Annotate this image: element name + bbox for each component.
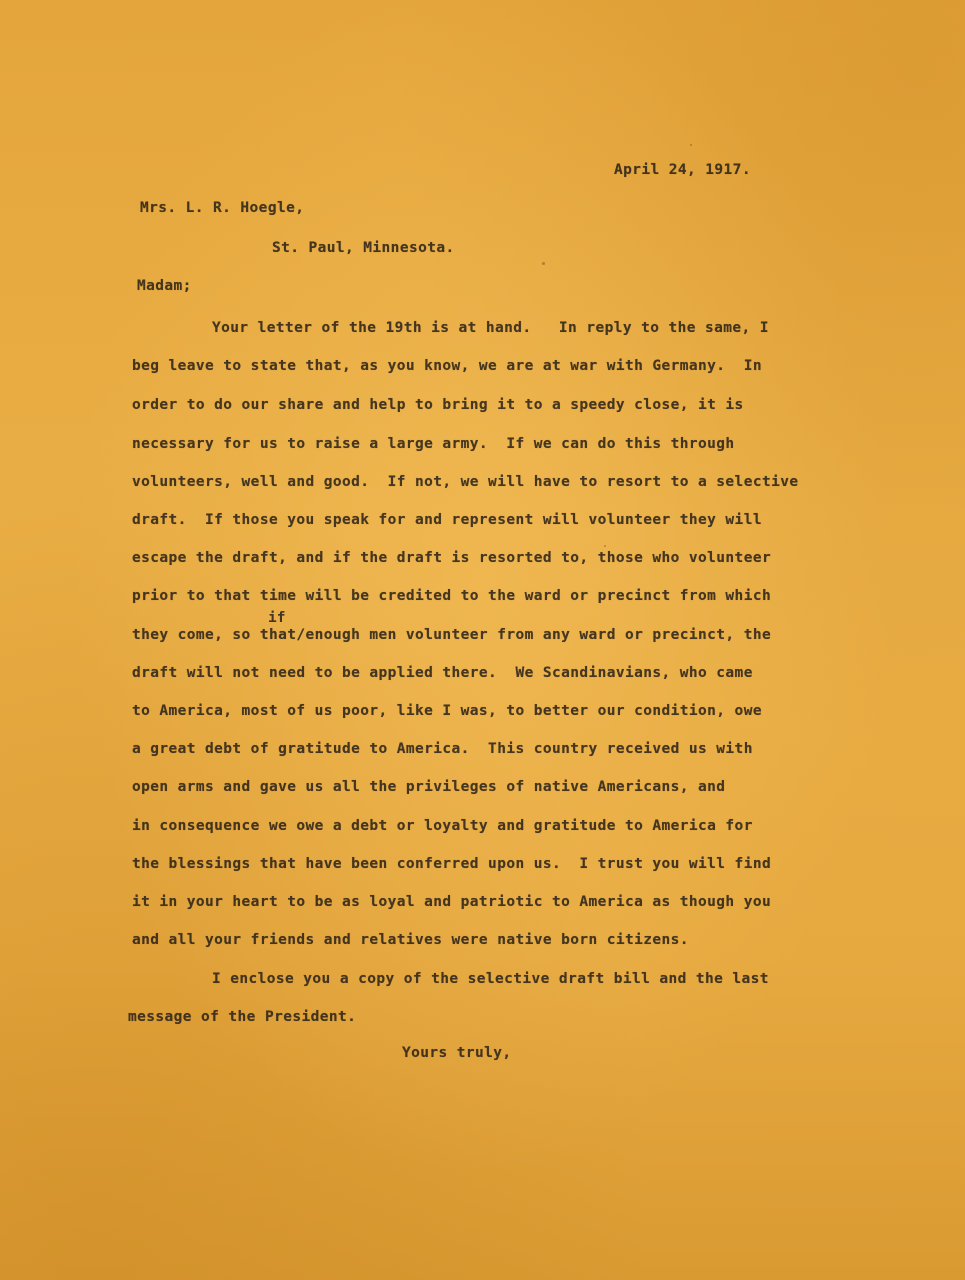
body-line: in consequence we owe a debt or loyalty and gratitude to America for (132, 818, 753, 834)
body-line: to America, most of us poor, like I was, to better our condition, owe (132, 703, 762, 719)
recipient-address: St. Paul, Minnesota. (272, 240, 455, 256)
body-line: message of the President. (128, 1009, 357, 1025)
body-line: beg leave to state that, as you know, we are at war with Germany. In (132, 358, 762, 374)
letter-date: April 24, 1917. (614, 162, 751, 178)
body-line: order to do our share and help to bring it to a speedy close, it is (132, 397, 744, 413)
body-line: volunteers, well and good. If not, we will have to resort to a selective (132, 474, 799, 490)
paper-speck (604, 545, 606, 547)
body-line: Your letter of the 19th is at hand. In reply to the same, I (212, 320, 769, 336)
paper-speck (542, 262, 545, 265)
body-line: they come, so that/enough men volunteer from any ward or precinct, the (132, 627, 772, 643)
typed-insertion: if (268, 610, 286, 626)
closing: Yours truly, (402, 1045, 512, 1061)
body-line: open arms and gave us all the privileges of native Americans, and (132, 779, 726, 795)
body-line: the blessings that have been conferred upon us. I trust you will find (132, 856, 772, 872)
recipient-name: Mrs. L. R. Hoegle, (140, 200, 305, 216)
paper-speck (690, 144, 692, 146)
salutation: Madam; (137, 278, 192, 294)
body-line: a great debt of gratitude to America. This country received us with (132, 741, 753, 757)
body-line: draft. If those you speak for and represent will volunteer they will (132, 512, 762, 528)
body-line: I enclose you a copy of the selective draft bill and the last (212, 971, 769, 987)
body-line: and all your friends and relatives were native born citizens. (132, 932, 689, 948)
body-line: escape the draft, and if the draft is resorted to, those who volunteer (132, 550, 772, 566)
body-line: necessary for us to raise a large army. If we can do this through (132, 436, 735, 452)
body-line: it in your heart to be as loyal and patriotic to America as though you (132, 894, 772, 910)
body-line: draft will not need to be applied there. We Scandinavians, who came (132, 665, 753, 681)
body-line: prior to that time will be credited to the ward or precinct from which (132, 588, 772, 604)
